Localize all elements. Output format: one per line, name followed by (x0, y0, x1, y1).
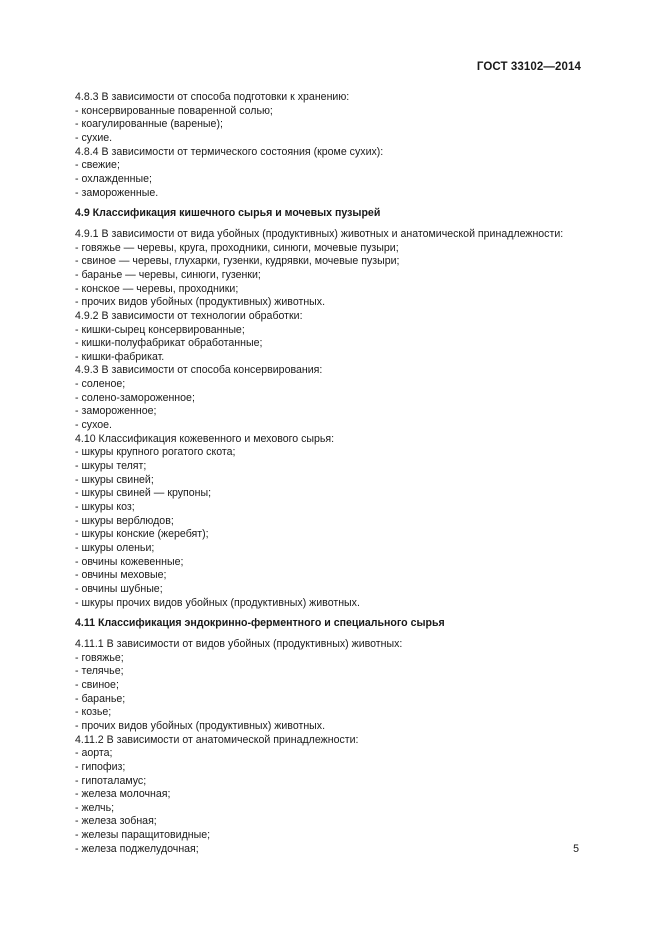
paragraph-line: 4.8.4 В зависимости от термического состояния (кроме сухих): (75, 145, 384, 158)
list-item: - гипофиз; (75, 760, 126, 773)
list-item: - железа поджелудочная; (75, 842, 199, 855)
list-item: - шкуры оленьи; (75, 542, 155, 554)
list-item: - говяжье; (75, 651, 124, 664)
list-item: - конское — черевы, проходники; (75, 282, 239, 295)
list-item: - консервированные поваренной солью; (75, 104, 273, 117)
paragraph-line: 4.9.2 В зависимости от технологии обработки: (75, 309, 303, 322)
list-item: - шкуры телят; (75, 460, 147, 473)
document-code: ГОСТ 33102—2014 (476, 61, 581, 73)
list-item: - свежие; (75, 159, 120, 172)
list-item: - кишки-полуфабрикат обработанные; (75, 337, 263, 350)
list-item: - замороженное; (75, 405, 157, 418)
paragraph-line: 4.11.2 В зависимости от анатомической принадлежности: (75, 733, 359, 746)
list-item: - охлажденные; (75, 172, 152, 185)
list-item: - баранье; (75, 692, 126, 705)
list-item: - сухое. (75, 419, 112, 432)
list-item: - соленое; (75, 378, 126, 391)
paragraph-line: 4.11.1 В зависимости от видов убойных (продуктивных) животных: (75, 637, 403, 650)
list-item: - говяжье — черевы, круга, проходники, синюги, мочевые пузыри; (75, 241, 399, 254)
list-item: - овчины кожевенные; (75, 555, 184, 568)
list-item: - шкуры прочих видов убойных (продуктивных) животных. (75, 596, 360, 609)
section-heading: 4.9 Классификация кишечного сырья и мочевых пузырей (75, 207, 381, 220)
list-item: - шкуры конские (жеребят); (75, 528, 209, 541)
section-heading: 4.11 Классификация эндокринно-ферментного и специального сырья (75, 617, 445, 630)
list-item: - овчины шубные; (75, 582, 163, 595)
list-item: - прочих видов убойных (продуктивных) животных. (75, 296, 326, 309)
list-item: - прочих видов убойных (продуктивных) животных. (75, 719, 326, 732)
page-number: 5 (573, 843, 579, 855)
list-item: - железа молочная; (75, 788, 171, 801)
list-item: - овчины меховые; (75, 569, 167, 582)
list-item: - кишки-фабрикат. (75, 350, 165, 363)
list-item: - телячье; (75, 665, 124, 678)
list-item: - солено-замороженное; (75, 391, 195, 404)
list-item: - замороженные. (75, 186, 159, 199)
paragraph-line: 4.10 Классификация кожевенного и мехового сырья: (75, 432, 335, 445)
paragraph-line: 4.8.3 В зависимости от способа подготовки к хранению: (75, 91, 350, 103)
list-item: - шкуры свиней; (75, 473, 154, 486)
list-item: - желчь; (75, 801, 115, 814)
list-item: - сухие. (75, 131, 113, 144)
list-item: - козье; (75, 706, 112, 719)
list-item: - железы паращитовидные; (75, 829, 211, 842)
list-item: - железа зобная; (75, 815, 157, 828)
document-body (75, 91, 595, 856)
list-item: - шкуры коз; (75, 501, 135, 514)
list-item: - баранье — черевы, синюги, гузенки; (75, 268, 261, 281)
list-item: - шкуры верблюдов; (75, 514, 174, 527)
list-item: - шкуры крупного рогатого скота; (75, 446, 236, 459)
list-item: - аорта; (75, 747, 113, 760)
paragraph-line: 4.9.1 В зависимости от вида убойных (продуктивных) животных и анатомической принадлежности: (75, 227, 564, 240)
paragraph-line: 4.9.3 В зависимости от способа консервирования: (75, 364, 323, 377)
list-item: - кишки-сырец консервированные; (75, 323, 245, 336)
list-item: - свиное — черевы, глухарки, гузенки, кудрявки, мочевые пузыри; (75, 255, 400, 268)
list-item: - гипоталамус; (75, 774, 147, 787)
list-item: - коагулированные (вареные); (75, 118, 223, 131)
list-item: - свиное; (75, 678, 119, 691)
list-item: - шкуры свиней — крупоны; (75, 487, 212, 500)
